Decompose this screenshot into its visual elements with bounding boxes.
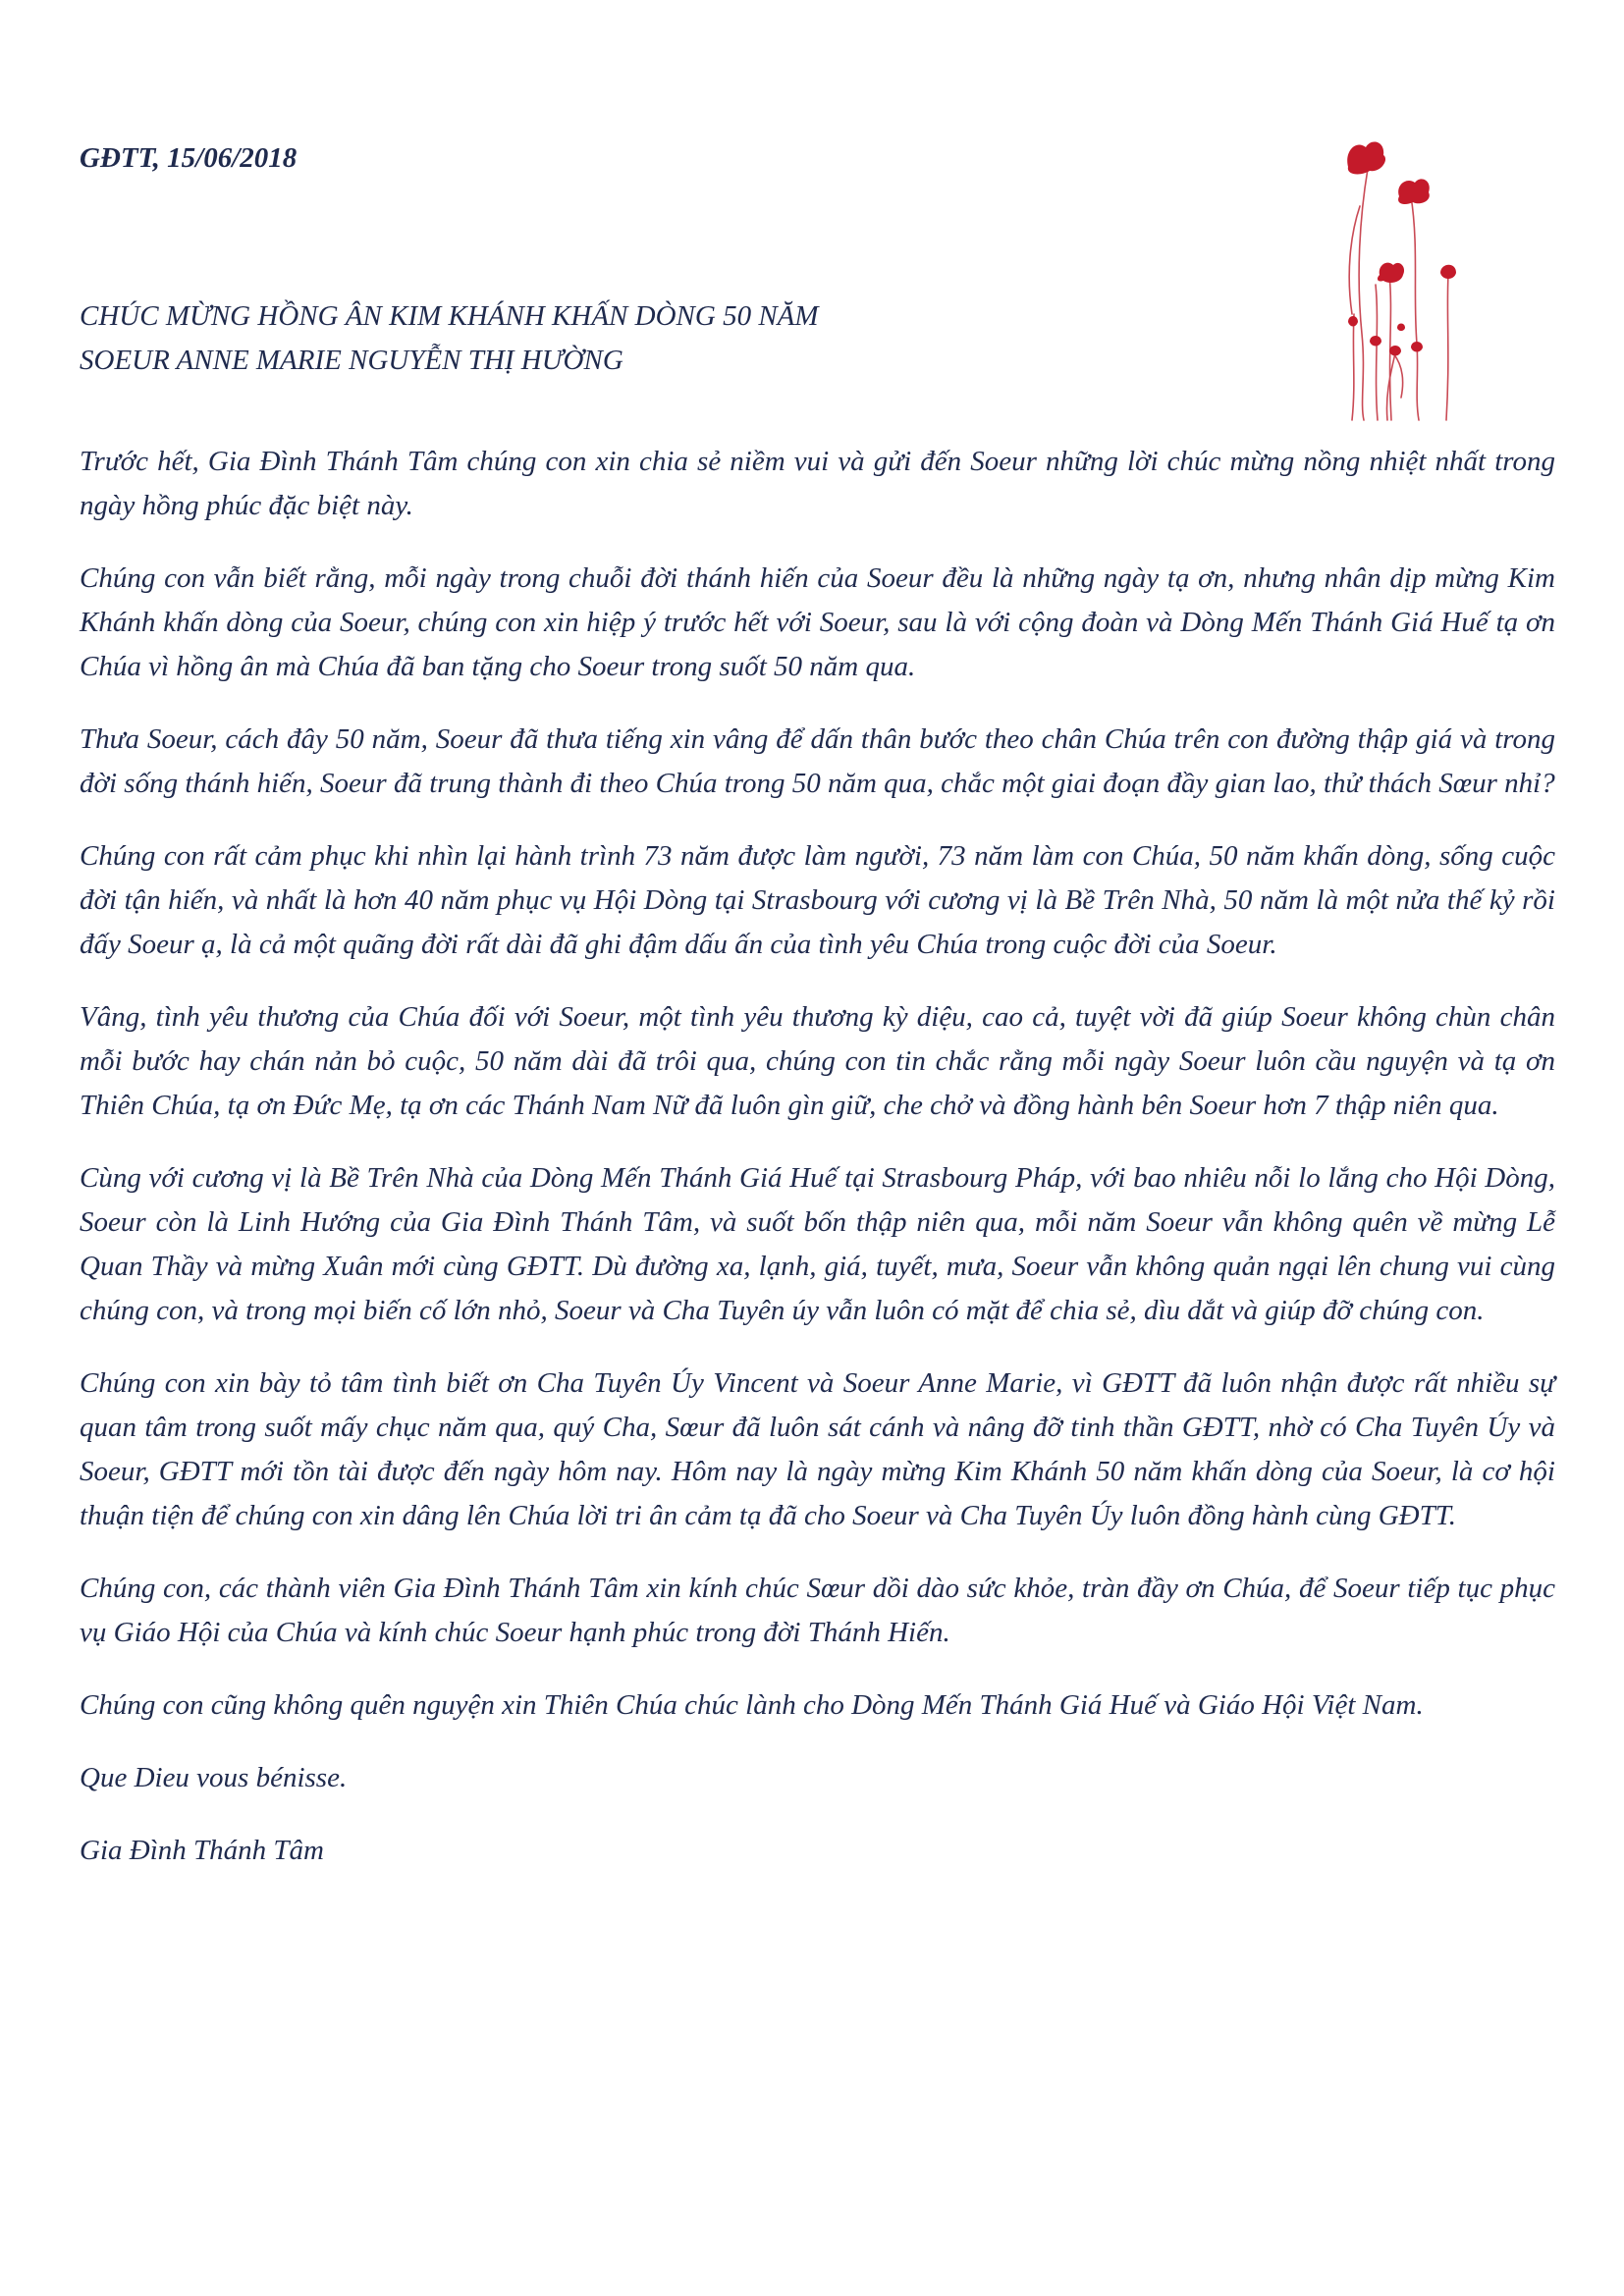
- poppy-bud-5: [1348, 316, 1358, 327]
- paragraph: Trước hết, Gia Đình Thánh Tâm chúng con xin chia sẻ niềm vui và gửi đến Soeur những lời chúc mừng nồng nhiệt nhất trong ngày hồng phúc đặc biệt này.: [80, 446, 1555, 521]
- paragraph: Cùng với cương vị là Bề Trên Nhà của Dòng Mến Thánh Giá Huế tại Strasbourg Pháp, với bao nhiêu nỗi lo lắng cho Hội Dòng, Soeur còn là Linh Hướng của Gia Đình Thánh Tâm, và suốt bốn thập niên qua, mỗi năm Soeur vẫn không quên về mừng Lễ Quan Thầy và mừng Xuân mới cùng GĐTT. Dù đường xa, lạnh, giá, tuyết, mưa, Soeur vẫn không quản ngại lên chung vui cùng chúng con, và trong mọi biến cố lớn nhỏ, Soeur và Cha Tuyên úy vẫn luôn có mặt để chia sẻ, dìu dắt và giúp đỡ chúng con.: [80, 1162, 1555, 1326]
- paragraph: Chúng con rất cảm phục khi nhìn lại hành trình 73 năm được làm người, 73 năm làm con Chúa, 50 năm khấn dòng, sống cuộc đời tận hiến, và nhất là hơn 40 năm phục vụ Hội Dòng tại Strasbourg với cương vị là Bề Trên Nhà, 50 năm là một nửa thế kỷ rồi đấy Soeur ạ, là cả một quãng đời rất dài đã ghi đậm dấu ấn của tình yêu Chúa trong cuộc đời của Soeur.: [80, 840, 1555, 960]
- poppy-bud-3: [1370, 336, 1381, 347]
- poppy-flower-3: [1378, 263, 1404, 283]
- poppy-bud-2: [1389, 346, 1401, 356]
- heading-line-1: CHÚC MỪNG HỒNG ÂN KIM KHÁNH KHẤN DÒNG 50 NĂM: [80, 300, 819, 332]
- poppy-bud-6: [1397, 324, 1405, 332]
- poppy-flower-1: [1347, 141, 1385, 174]
- poppy-bud-1: [1440, 265, 1456, 279]
- paragraph: Chúng con vẫn biết rằng, mỗi ngày trong chuỗi đời thánh hiến của Soeur đều là những ngày tạ ơn, nhưng nhân dịp mừng Kim Khánh khấn dòng của Soeur, chúng con xin hiệp ý trước hết với Soeur, sau là với cộng đoàn và Dòng Mến Thánh Giá Huế tạ ơn Chúa vì hồng ân mà Chúa đã ban tặng cho Soeur trong suốt 50 năm qua.: [80, 562, 1555, 682]
- heading-line-2: SOEUR ANNE MARIE NGUYỄN THỊ HƯỜNG: [80, 345, 623, 376]
- poppy-flower-2: [1398, 179, 1430, 204]
- poppies-illustration: [1330, 128, 1488, 422]
- paragraph: Chúng con xin bày tỏ tâm tình biết ơn Cha Tuyên Úy Vincent và Soeur Anne Marie, vì GĐTT đã luôn nhận được rất nhiều sự quan tâm trong suốt mấy chục năm qua, quý Cha, Sœur đã luôn sát cánh và nâng đỡ tinh thần GĐTT, nhờ có Cha Tuyên Úy và Soeur, GĐTT mới tồn tài được đến ngày hôm nay. Hôm nay là ngày mừng Kim Khánh 50 năm khấn dòng của Soeur, là cơ hội thuận tiện để chúng con xin dâng lên Chúa lời tri ân cảm tạ đã cho Soeur và Cha Tuyên Úy luôn đồng hành cùng GĐTT.: [80, 1367, 1555, 1531]
- letter-body: [80, 440, 1555, 1901]
- closing-blessing: Que Dieu vous bénisse.: [80, 1762, 348, 1793]
- paragraph: Chúng con, các thành viên Gia Đình Thánh Tâm xin kính chúc Sœur dồi dào sức khỏe, tràn đầy ơn Chúa, để Soeur tiếp tục phục vụ Giáo Hội của Chúa và kính chúc Soeur hạnh phúc trong đời Thánh Hiến.: [80, 1573, 1555, 1648]
- paragraph: Thưa Soeur, cách đây 50 năm, Soeur đã thưa tiếng xin vâng để dấn thân bước theo chân Chúa trên con đường thập giá và trong đời sống thánh hiến, Soeur đã trung thành đi theo Chúa trong 50 năm qua, chắc một giai đoạn đầy gian lao, thử thách Sœur nhỉ?: [80, 723, 1555, 799]
- dateline: GĐTT, 15/06/2018: [80, 142, 298, 174]
- paragraph: Vâng, tình yêu thương của Chúa đối với Soeur, một tình yêu thương kỳ diệu, cao cả, tuyệt vời đã giúp Soeur không chùn chân mỗi bước hay chán nản bỏ cuộc, 50 năm dài đã trôi qua, chúng con tin chắc rằng mỗi ngày Soeur luôn cầu nguyện và tạ ơn Thiên Chúa, tạ ơn Đức Mẹ, tạ ơn các Thánh Nam Nữ đã luôn gìn giữ, che chở và đồng hành bên Soeur hơn 7 thập niên qua.: [80, 1001, 1555, 1121]
- letter-heading: [80, 294, 819, 383]
- paragraph: Chúng con cũng không quên nguyện xin Thiên Chúa chúc lành cho Dòng Mến Thánh Giá Huế và Giáo Hội Việt Nam.: [80, 1689, 1424, 1721]
- poppy-bud-4: [1411, 342, 1423, 352]
- signature: Gia Đình Thánh Tâm: [80, 1835, 324, 1866]
